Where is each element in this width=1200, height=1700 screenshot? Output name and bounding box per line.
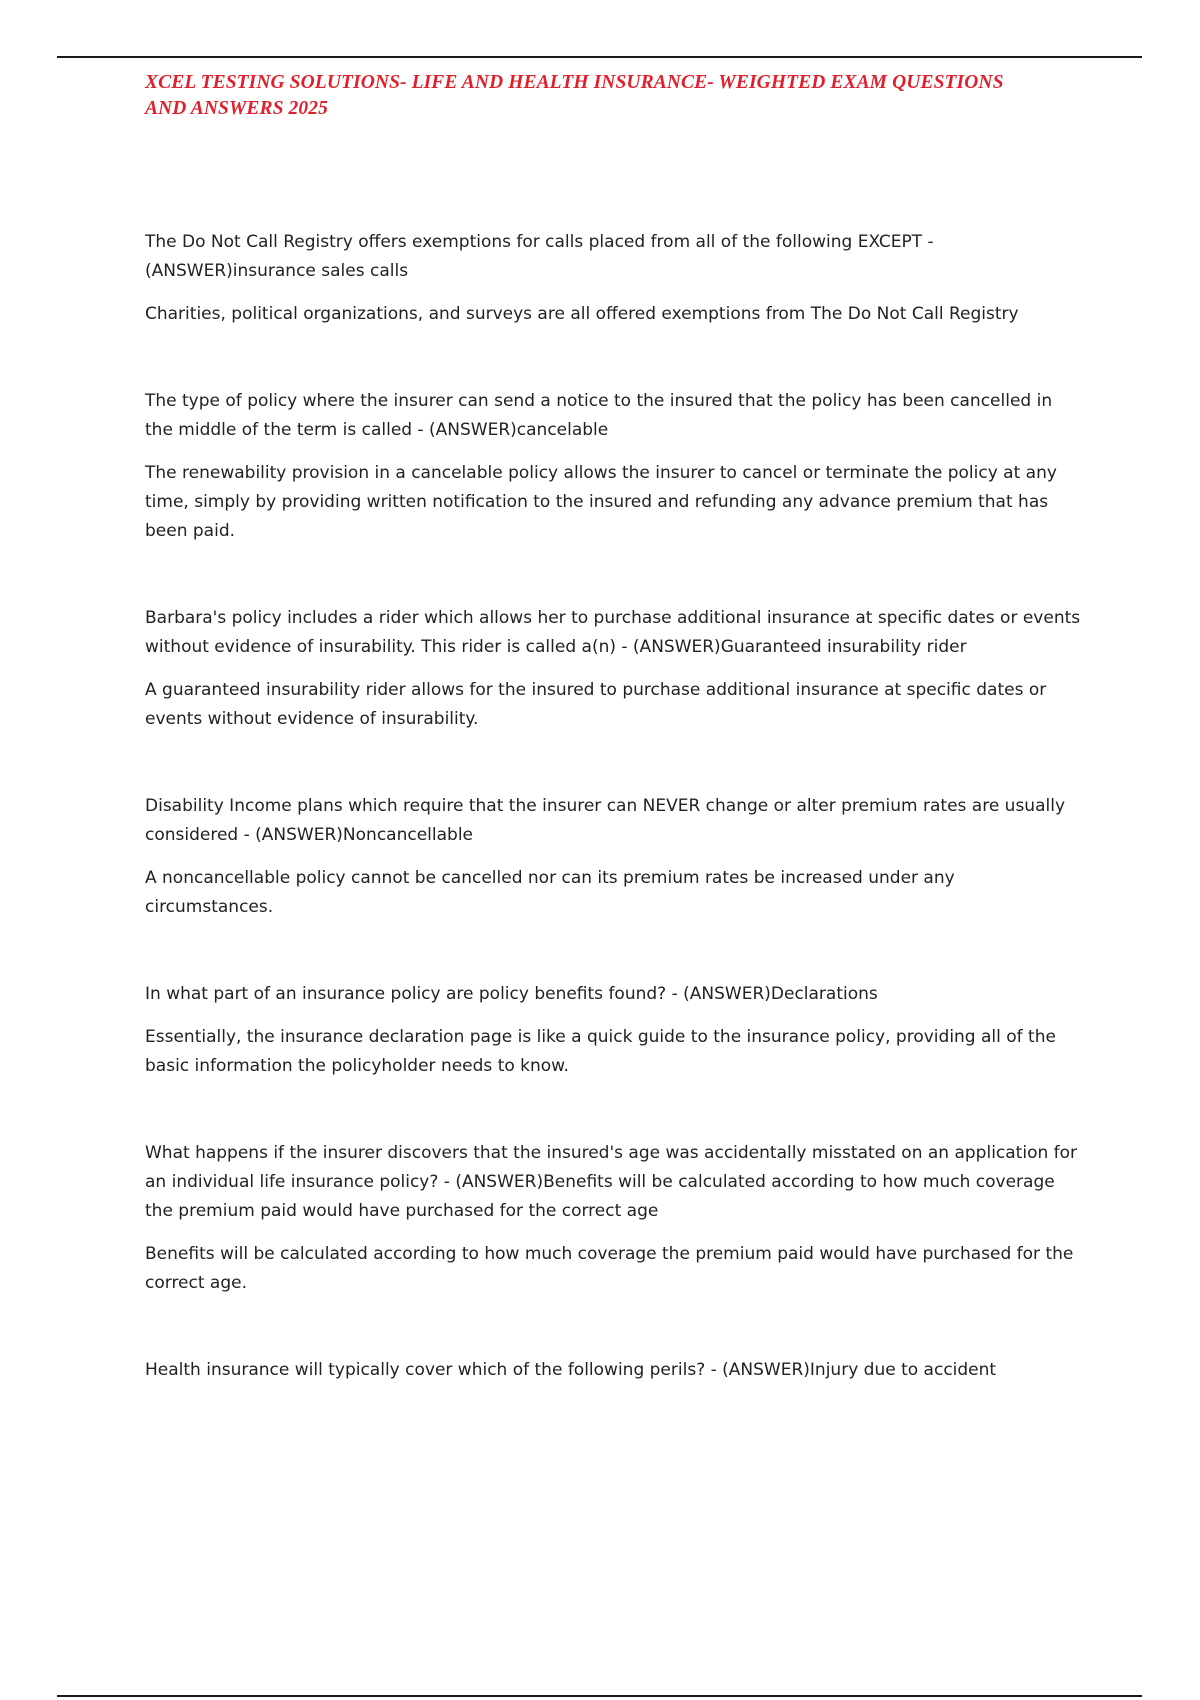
question-text: In what part of an insurance policy are policy benefits found? - (ANSWER)Declarations: [145, 984, 878, 1004]
question-text: Health insurance will typically cover which of the following perils? - (ANSWER)Injury due to accident: [145, 1360, 997, 1380]
qa-item-1: [145, 228, 1085, 329]
explanation-text: The renewability provision in a cancelable policy allows the insurer to cancel or terminate the policy at any time, simply by providing written notification to the insured and refunding any advance premium that has been paid.: [145, 463, 1057, 541]
explanation-text: A guaranteed insurability rider allows for the insured to purchase additional insurance at specific dates or events without evidence of insurability.: [145, 680, 1047, 729]
qa-item-4: [145, 792, 1085, 922]
document-title: XCEL TESTING SOLUTIONS- LIFE AND HEALTH INSURANCE- WEIGHTED EXAM QUESTIONS AND ANSWERS 2025: [145, 72, 1004, 119]
explanation-text: Essentially, the insurance declaration page is like a quick guide to the insurance policy, providing all of the basic information the policyholder needs to know.: [145, 1027, 1056, 1076]
question-text: The Do Not Call Registry offers exemptions for calls placed from all of the following EXCEPT - (ANSWER)insurance sales calls: [145, 232, 934, 281]
question-text: Barbara's policy includes a rider which allows her to purchase additional insurance at specific dates or events without evidence of insurability. This rider is called a(n) - (ANSWER)Guaranteed insurability rider: [145, 608, 1081, 657]
question-text: What happens if the insurer discovers that the insured's age was accidentally misstated on an application for an individual life insurance policy? - (ANSWER)Benefits will be calculated according to how much coverage the premium paid would have purchased for the correct age: [145, 1143, 1078, 1221]
top-divider: [57, 56, 1142, 58]
question-text: The type of policy where the insurer can send a notice to the insured that the policy has been cancelled in the middle of the term is called - (ANSWER)cancelable: [145, 391, 1053, 440]
qa-item-7: [145, 1356, 1085, 1385]
qa-item-3: [145, 604, 1085, 734]
explanation-text: Charities, political organizations, and surveys are all offered exemptions from The Do Not Call Registry: [145, 304, 1019, 324]
qa-item-2: [145, 387, 1085, 546]
question-text: Disability Income plans which require that the insurer can NEVER change or alter premium rates are usually considered - (ANSWER)Noncancellable: [145, 796, 1066, 845]
explanation-text: A noncancellable policy cannot be cancelled nor can its premium rates be increased under any circumstances.: [145, 868, 955, 917]
qa-list: [145, 228, 1085, 1443]
explanation-text: Benefits will be calculated according to how much coverage the premium paid would have purchased for the correct age.: [145, 1244, 1074, 1293]
qa-item-5: [145, 980, 1085, 1081]
bottom-divider: [57, 1695, 1142, 1697]
qa-item-6: [145, 1139, 1085, 1298]
